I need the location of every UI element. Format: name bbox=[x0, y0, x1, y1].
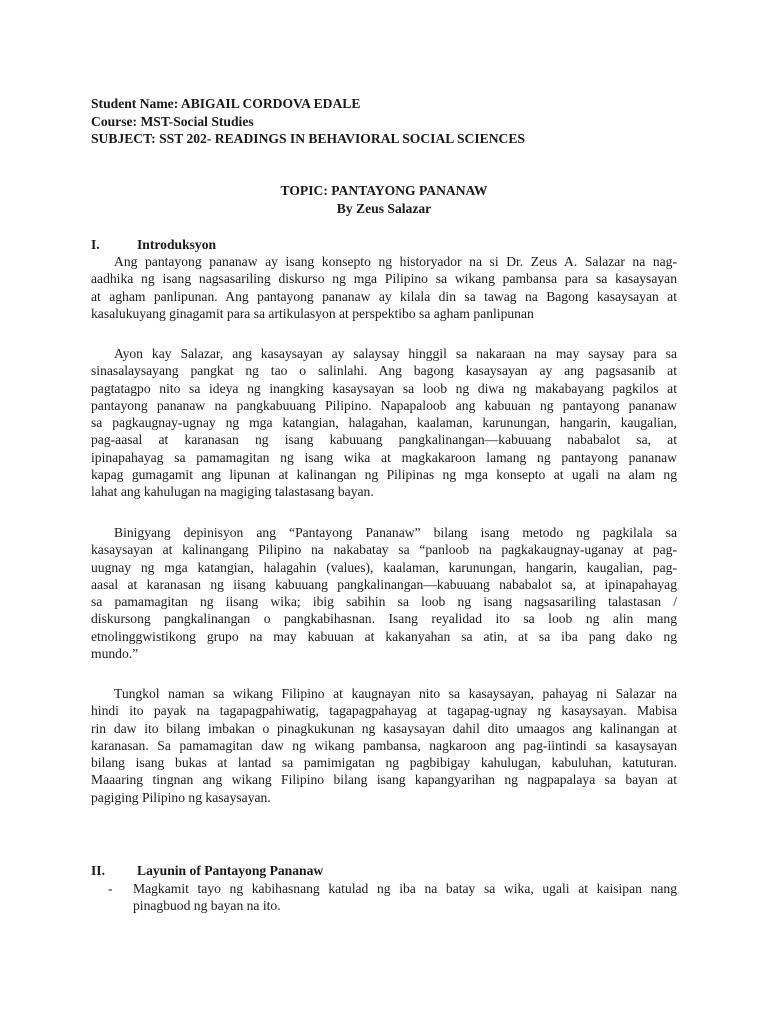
document-header bbox=[91, 95, 525, 148]
course: Course: MST-Social Studies bbox=[91, 113, 254, 129]
paragraph bbox=[91, 685, 677, 806]
paragraph-line: rin daw ito bilang imbakan o pinagkukunan ng kasaysayan dahil dito umaagos ang kalinangan at bbox=[91, 720, 677, 736]
paragraph-line: Maaaring tingnan ang wikang Filipino bilang isang kapangyarihan ng nagpapalaya sa bayan at bbox=[91, 772, 677, 788]
paragraph-line: lahat ang kahulugan na magiging talastasang bayan. bbox=[91, 484, 374, 500]
topic-block bbox=[0, 182, 768, 218]
paragraph-line: pagiging Pilipino ng kasaysayan. bbox=[91, 789, 271, 805]
section-title: Layunin of Pantayong Pananaw bbox=[137, 863, 324, 878]
paragraph-line: sinasalaysayang pangkat ng tao o salinlahi. Ang bagong kasaysayan ay ang pagsasanib at bbox=[91, 363, 677, 379]
paragraph-line: hindi ito payak na tagapagpahiwatig, tagapagpahayag at tagapag-ugnay ng kasaysayan. Mabisa bbox=[91, 703, 677, 719]
paragraph-line: bilang isang bukas at lantad sa pamimigatan ng pagbibigay kahulugan, kabuluhan, katuturan. bbox=[91, 755, 677, 771]
paragraph-line: kasaysayan at kalinangang Pilipino na nakabatay sa “panloob na pagkakaugnay-uganay at pag- bbox=[91, 542, 677, 558]
paragraph-line: karanasan. Sa pamamagitan daw ng wikang pambansa, nagkaroon ang pag-iintindi sa kasaysayan bbox=[91, 737, 677, 753]
topic-author: By Zeus Salazar bbox=[336, 201, 432, 216]
bullet-dash: - bbox=[108, 881, 113, 896]
list-item-text bbox=[133, 880, 677, 915]
paragraph-line: at agham panlipunan. Ang pantayong pananaw ay kilala din sa tawag na Bagong kasaysayan at bbox=[91, 288, 677, 304]
section-number: I. bbox=[91, 237, 100, 252]
paragraph-line: aadhika ng isang nagsasariling diskurso ng mga Pilipino sa wikang pambansa para sa kasaysayan bbox=[91, 271, 677, 287]
student-name: Student Name: ABIGAIL CORDOVA EDALE bbox=[91, 96, 361, 111]
paragraph bbox=[91, 345, 677, 501]
paragraph-line: ipinapahayag sa pamamagitan ng isang wika at magkakaroon lamang ng pantayong pananaw bbox=[91, 449, 677, 465]
paragraph-line: sa pagkaugnay-ugnay ng mga katangian, halagahan, kaalaman, karunungan, hangarin, kaugalian, bbox=[91, 415, 677, 431]
paragraph-line: aasal at karanasan ng iisang kabuuang pangkalinangan—kabuuang nababalot sa, at ipinapahayag bbox=[91, 576, 677, 592]
paragraph bbox=[91, 253, 677, 322]
paragraph-line: kapag gumagamit ang lipunan at kalinangan ng Pilipinas ng mga konsepto at ugali na alam ng bbox=[91, 467, 677, 483]
paragraph-line: Tungkol naman sa wikang Filipino at kaugnayan nito sa kasaysayan, pahayag ni Salazar na bbox=[114, 686, 677, 701]
paragraph-line: pagtatagpo nito sa ideya ng inangking kasaysayan sa loob ng diwa ng makabayang pagkilos at bbox=[91, 380, 677, 396]
section-heading-2 bbox=[91, 863, 323, 879]
paragraph-line: pinagbuod ng bayan na ito. bbox=[133, 898, 281, 914]
paragraph-line: Ayon kay Salazar, ang kasaysayan ay salaysay hinggil sa nakaraan na may saysay para sa bbox=[114, 346, 677, 361]
topic-title: TOPIC: PANTAYONG PANANAW bbox=[280, 183, 488, 198]
paragraph-line: kasalukuyang ginagamit para sa artikulasyon at perspektibo sa agham panlipunan bbox=[91, 305, 534, 321]
section-title: Introduksyon bbox=[137, 237, 217, 252]
paragraph-line: pantayong pananaw na pangkabuuang Pilipino. Napapaloob ang kabuuan ng pantayong pananaw bbox=[91, 397, 677, 413]
subject: SUBJECT: SST 202- READINGS IN BEHAVIORAL SOCIAL SCIENCES bbox=[91, 131, 525, 146]
paragraph-line: sa pamamagitan ng iisang wika; ibig sabihin sa loob ng isang nagsasariling talastasan / bbox=[91, 594, 677, 610]
paragraph-line: uugnay ng mga katangian, halagahin (values), kaalaman, karunungan, hangarin, kaugalian, pag- bbox=[91, 559, 677, 575]
section-number: II. bbox=[91, 863, 105, 878]
paragraph-line: Binigyang depinisyon ang “Pantayong Pananaw” bilang isang metodo ng pagkilala sa bbox=[114, 525, 677, 540]
paragraph-line: Magkamit tayo ng kabihasnang katulad ng iba na batay sa wika, ugali at kaisipan nang bbox=[133, 881, 677, 896]
paragraph-line: mundo.” bbox=[91, 646, 139, 662]
paragraph-line: Ang pantayong pananaw ay isang konsepto ng historyador na si Dr. Zeus A. Salazar na nag- bbox=[114, 254, 677, 269]
section-heading-1 bbox=[91, 237, 216, 253]
paragraph bbox=[91, 524, 677, 662]
paragraph-line: pag-aasal at karanasan ng isang kabuuang pangkalinangan—kabuuang nababalot sa, at bbox=[91, 432, 677, 448]
paragraph-line: diskursong pangkalinangan o pangkabihasnan. Isang reyalidad ito sa loob ng alin mang bbox=[91, 611, 677, 627]
paragraph-line: etnolinggwistikong grupo na may kabuuan at kakanyahan sa atin, at sa iba pang dako ng bbox=[91, 628, 677, 644]
